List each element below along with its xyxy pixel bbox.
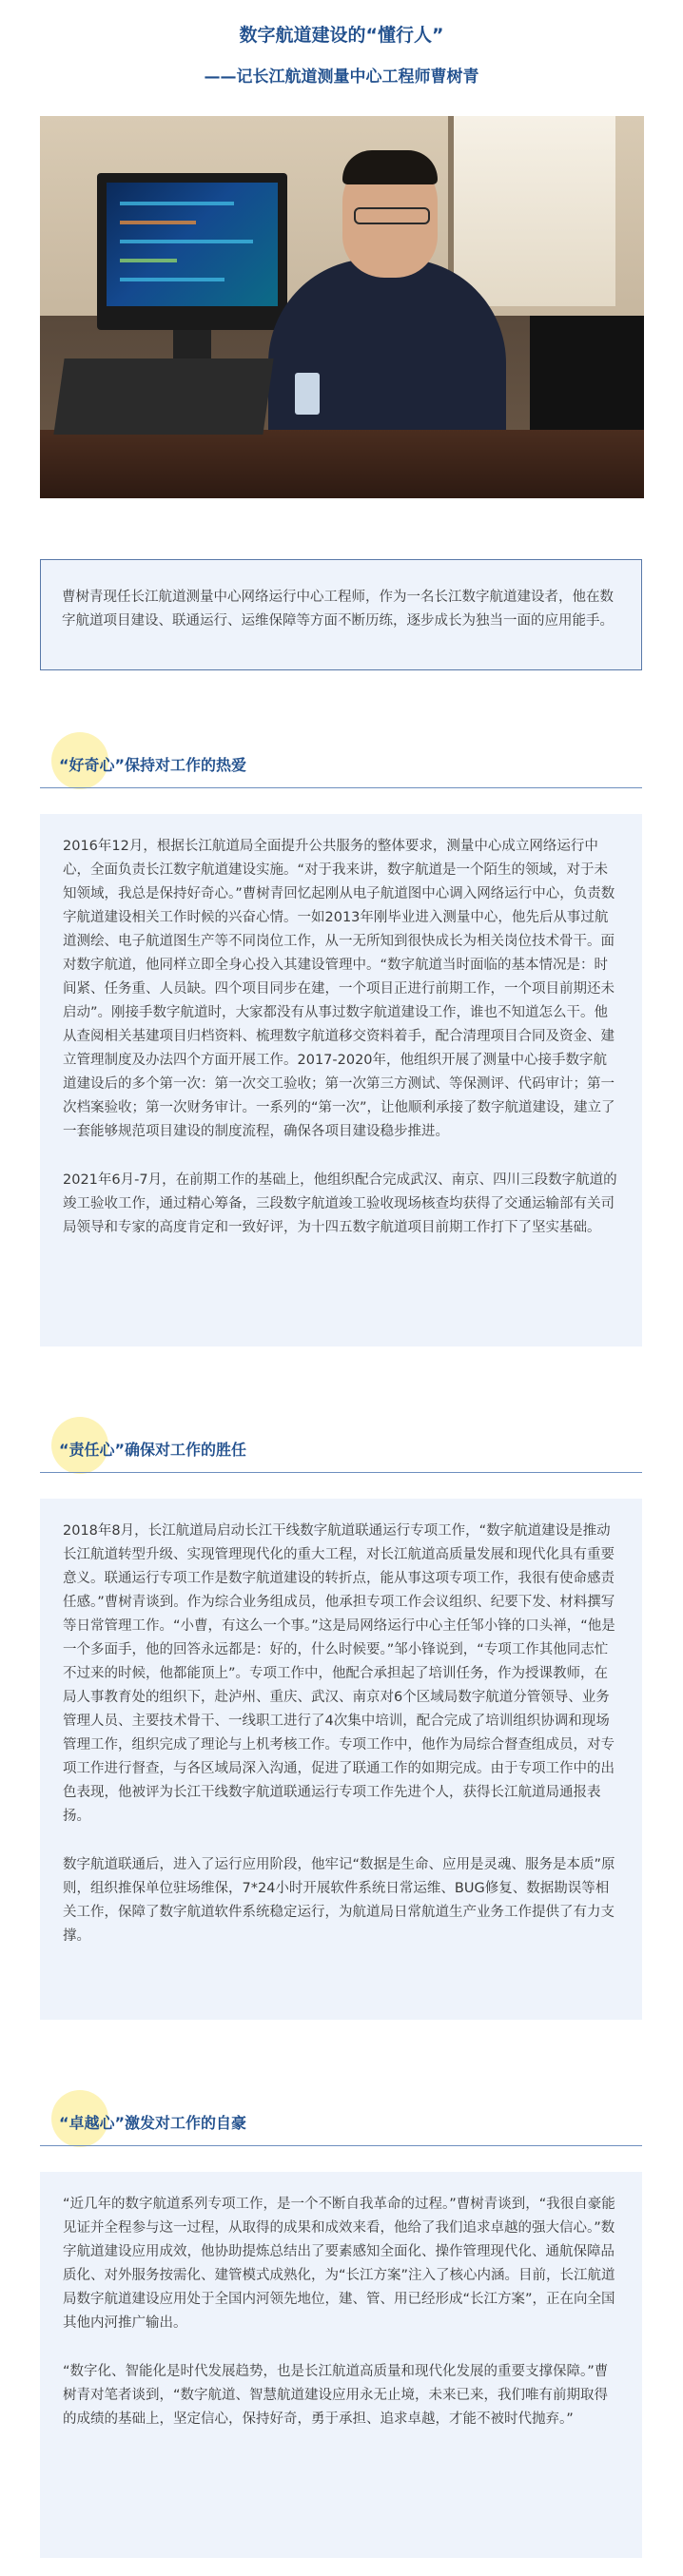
section-title: “责任心”确保对工作的胜任 xyxy=(59,1441,247,1459)
screen-graphic xyxy=(120,259,177,262)
paragraph: 2018年8月，长江航道局启动长江干线数字航道联通运行专项工作，“数字航道建设是推动长江航道转型升级、实现管理现代化的重大工程，对长江航道高质量发展和现代化具有重要意义。联通运行专项工作是数字航道建设的转折点，能从事这项专项工作，我很有使命感责任感。”曹树青谈到。作为综合业务组成员，他承担专项工作会议组织、纪要下发、材料撰写等日常管理工作。“小曹，有这么一个事。”这是局网络运行中心主任邹小锋的口头禅，“他是一个多面手，他的回答永远都是：好的，什么时候要。”邹小锋说到，“专项工作其他同志忙不过来的时候，他都能顶上”。专项工作中，他配合承担起了培训任务，作为授课教师，在局人事教育处的组织下，赴泸州、重庆、武汉、南京对6个区域局数字航道分管领导、业务管理人员、主要技术骨干、一线职工进行了4次集中培训，配合完成了培训组织协调和现场管理工作，组织完成了理论与上机考核工作。专项工作中，他作为局综合督查组成员，对专项工作进行督查，与各区域局深入沟通，促进了联通工作的如期完成。由于专项工作中的出色表现，他被评为长江干线数字航道联通运行专项工作先进个人，获得长江航道局通报表扬。 xyxy=(63,1523,615,1824)
screen-graphic xyxy=(120,221,196,224)
section-title: “好奇心”保持对工作的热爱 xyxy=(59,756,247,774)
article-subtitle: ——记长江航道测量中心工程师曹树青 xyxy=(204,68,479,87)
paragraph: 2021年6月-7月，在前期工作的基础上，他组织配合完成武汉、南京、四川三段数字航道的竣工验收工作，通过精心筹备，三段数字航道竣工验收现场核查均获得了交通运输部有关司局领导和专家的高度肯定和一致好评，为十四五数字航道项目前期工作打下了坚实基础。 xyxy=(63,1172,617,1235)
cup xyxy=(295,373,320,415)
desk xyxy=(40,430,644,498)
laptop xyxy=(53,358,273,435)
section-heading-responsibility xyxy=(40,1417,649,1483)
monitor-illustration xyxy=(97,173,287,330)
screen-graphic xyxy=(120,240,253,243)
section-divider xyxy=(40,2145,642,2146)
paragraph: “近几年的数字航道系列专项工作，是一个不断自我革命的过程。”曹树青谈到，“我很自豪能见证并全程参与这一过程，从取得的成果和成效来看，他给了我们追求卓越的强大信心。”数字航道建设应用成效，他协助提炼总结出了要素感知全面化、操作管理现代化、通航保障品质化、对外服务按需化、建管模式成熟化，为“长江方案”注入了核心内涵。目前，长江航道局数字航道建设应用处于全国内河领先地位，建、管、用已经形成“长江方案”，正在向全国其他内河推广输出。 xyxy=(63,2197,615,2331)
section-divider xyxy=(40,1472,642,1473)
intro-box: 曹树青现任长江航道测量中心网络运行中心工程师，作为一名长江数字航道建设者，他在数字航道项目建设、联通运行、运维保障等方面不断历练，逐步成长为独当一面的应用能手。 xyxy=(40,559,642,670)
section-heading-excellence xyxy=(40,2090,649,2157)
screen-graphic xyxy=(120,278,224,281)
article-title: 数字航道建设的“懂行人” xyxy=(239,25,444,46)
paragraph: 2016年12月，根据长江航道局全面提升公共服务的整体要求，测量中心成立网络运行中心，全面负责长江数字航道建设实施。“对于我来讲，数字航道是一个陌生的领域，对于未知领域，我总是保持好奇心。”曹树青回忆起刚从电子航道图中心调入网络运行中心，负责数字航道建设相关工作时候的兴奋心情。一如2013年刚毕业进入测量中心，他先后从事过航道测绘、电子航道图生产等不同岗位工作，从一无所知到很快成长为相关岗位技术骨干。面对数字航道，他同样立即全身心投入其建设管理中。“数字航道当时面临的基本情况是：时间紧、任务重、人员缺。四个项目同步在建，一个项目正进行前期工作，一个项目前期还未启动”。刚接手数字航道时，大家都没有从事过数字航道建设工作，谁也不知道怎么干。他从查阅相关基建项目归档资料、梳理数字航道移交资料着手，配合清理项目合同及资金、建立管理制度及办法四个方面开展工作。2017-2020年，他组织开展了测量中心接手数字航道建设后的多个第一次：第一次交工验收；第一次第三方测试、等保测评、代码审计；第一次档案验收；第一次财务审计。一系列的“第一次”，让他顺利承接了数字航道建设，建立了一套能够规范项目建设的制度流程，确保各项目建设稳步推进。 xyxy=(63,839,615,1139)
person-hair xyxy=(342,150,438,184)
section-heading-curiosity xyxy=(40,732,649,799)
engineer-photo xyxy=(40,116,644,498)
person-glasses xyxy=(354,207,430,224)
section-body-curiosity xyxy=(40,814,642,1346)
section-title: “卓越心”激发对工作的自豪 xyxy=(59,2114,247,2132)
section-body-excellence xyxy=(40,2172,642,2558)
section-body-responsibility xyxy=(40,1499,642,2020)
photo-window xyxy=(448,116,615,306)
paragraph: 数字航道联通后，进入了运行应用阶段，他牢记“数据是生命、应用是灵魂、服务是本质”原则，组织推保单位驻场维保，7*24小时开展软件系统日常运维、BUG修复、数据勘误等相关工作，保障了数字航道软件系统稳定运行，为航道局日常航道生产业务工作提供了有力支撑。 xyxy=(63,1857,615,1944)
monitor-screen xyxy=(107,183,278,306)
paragraph: “数字化、智能化是时代发展趋势，也是长江航道高质量和现代化发展的重要支撑保障。”曹树青对笔者谈到，“数字航道、智慧航道建设应用永无止境，未来已来，我们唯有前期取得的成绩的基础上，坚定信心，保持好奇，勇于承担、追求卓越，才能不被时代抛弃。” xyxy=(63,2364,609,2427)
screen-graphic xyxy=(120,202,234,205)
section-divider xyxy=(40,787,642,788)
